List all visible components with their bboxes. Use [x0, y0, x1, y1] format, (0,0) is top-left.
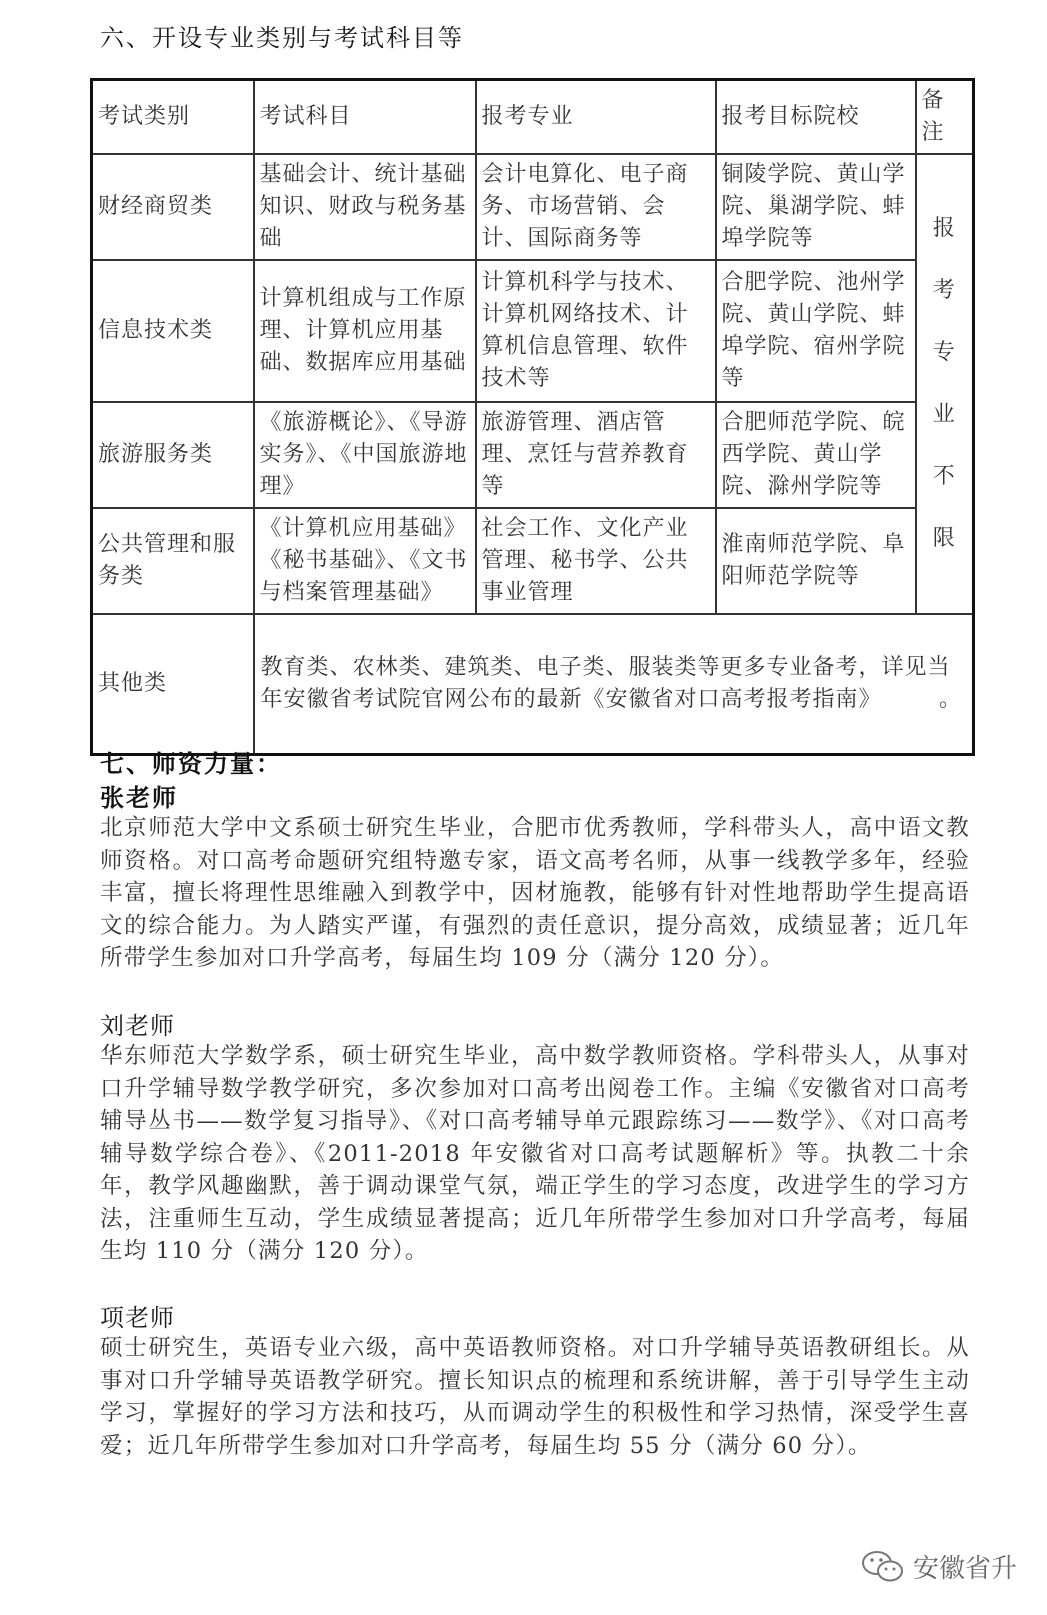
cell-remark — [916, 154, 974, 614]
cell-schools: 合肥学院、池州学院、黄山学院、蚌埠学院、宿州学院等 — [716, 260, 916, 402]
teacher-bio: 硕士研究生，英语专业六级，高中英语教师资格。对口升学辅导英语教研组长。从事对口升学辅导英语教学研究。擅长知识点的梳理和系统讲解，善于引导学生主动学习，掌握好的学习方法和技巧，从而调动学生的积极性和学习热情，深受学生喜爱；近几年所带学生参加对口升学高考，每届生均 55 分（满分 60 分）。 — [100, 1335, 970, 1459]
cell-category: 财经商贸类 — [92, 154, 254, 260]
table-row-other — [92, 614, 974, 754]
watermark — [861, 1548, 1017, 1585]
table-row — [92, 402, 974, 508]
cell-schools: 合肥师范学院、皖西学院、黄山学院、滁州学院等 — [716, 402, 916, 508]
teacher-bio: 华东师范大学数学系，硕士研究生毕业，高中数学教师资格。学科带头人，从事对口升学辅导数学教学研究，多次参加对口高考出阅卷工作。主编《安徽省对口高考辅导丛书——数学复习指导》、《对口高考辅导单元跟踪练习——数学》、《对口高考辅导数学综合卷》、《2011-2018 年安徽省对口高考试题解析》等。执教二十余年，教学风趣幽默，善于调动课堂气氛，端正学生的学习态度，改进学生的学习方法，注重师生互动，学生成绩显著提高；近几年所带学生参加对口升学高考，每届生均 110 分（满分 120 分）。 — [100, 1043, 970, 1264]
header-remark: 备注 — [916, 80, 974, 155]
cell-schools: 铜陵学院、黄山学院、巢湖学院、蚌埠学院等 — [716, 154, 916, 260]
cell-category: 旅游服务类 — [92, 402, 254, 508]
table-header-row — [92, 80, 974, 155]
cell-schools: 淮南师范学院、阜阳师范学院等 — [716, 508, 916, 614]
header-subjects: 考试科目 — [254, 80, 476, 155]
other-text-end: 。 — [938, 686, 962, 712]
table-row — [92, 260, 974, 402]
section7-title: 七、师资力量： — [100, 749, 282, 778]
cell-other-text — [254, 614, 974, 754]
cell-majors: 社会工作、文化产业管理、秘书学、公共事业管理 — [476, 508, 716, 614]
teacher-name: 张老师 — [100, 783, 178, 812]
remark-text: 报考专业不限 — [932, 216, 956, 551]
cell-subjects: 《旅游概论》、《导游实务》、《中国旅游地理》 — [254, 402, 476, 508]
cell-subjects: 基础会计、统计基础知识、财政与税务基础 — [254, 154, 476, 260]
cell-majors: 旅游管理、酒店管理、烹饪与营养教育等 — [476, 402, 716, 508]
wechat-icon — [861, 1549, 905, 1585]
header-category: 考试类别 — [92, 80, 254, 155]
exam-table — [90, 78, 975, 756]
cell-category: 信息技术类 — [92, 260, 254, 402]
table-row — [92, 154, 974, 260]
teacher-bio: 北京师范大学中文系硕士研究生毕业，合肥市优秀教师，学科带头人，高中语文教师资格。对口高考命题研究组特邀专家，语文高考名师，从事一线教学多年，经验丰富，擅长将理性思维融入到教学中，因材施教，能够有针对性地帮助学生提高语文的综合能力。为人踏实严谨，有强烈的责任意识，提分高效，成绩显著；近几年所带学生参加对口升学高考，每届生均 109 分（满分 120 分）。 — [100, 815, 970, 971]
other-text: 教育类、农林类、建筑类、电子类、服装类等更多专业备考，详见当年安徽省考试院官网公布的最新《安徽省对口高考报考指南》 — [260, 654, 951, 712]
teacher-name: 刘老师 — [100, 1012, 175, 1040]
section6-title: 六、开设专业类别与考试科目等 — [100, 24, 464, 52]
table-row — [92, 508, 974, 614]
cell-category: 公共管理和服务类 — [92, 508, 254, 614]
cell-subjects: 计算机组成与工作原理、计算机应用基础、数据库应用基础 — [254, 260, 476, 402]
header-schools: 报考目标院校 — [716, 80, 916, 155]
cell-subjects: 《计算机应用基础》《秘书基础》、《文书与档案管理基础》 — [254, 508, 476, 614]
cell-majors: 计算机科学与技术、计算机网络技术、计算机信息管理、软件技术等 — [476, 260, 716, 402]
cell-category: 其他类 — [92, 614, 254, 754]
watermark-text: 安徽省升 — [912, 1554, 1017, 1584]
header-majors: 报考专业 — [476, 80, 716, 155]
teacher-name: 项老师 — [100, 1304, 175, 1332]
cell-majors: 会计电算化、电子商务、市场营销、会计、国际商务等 — [476, 154, 716, 260]
